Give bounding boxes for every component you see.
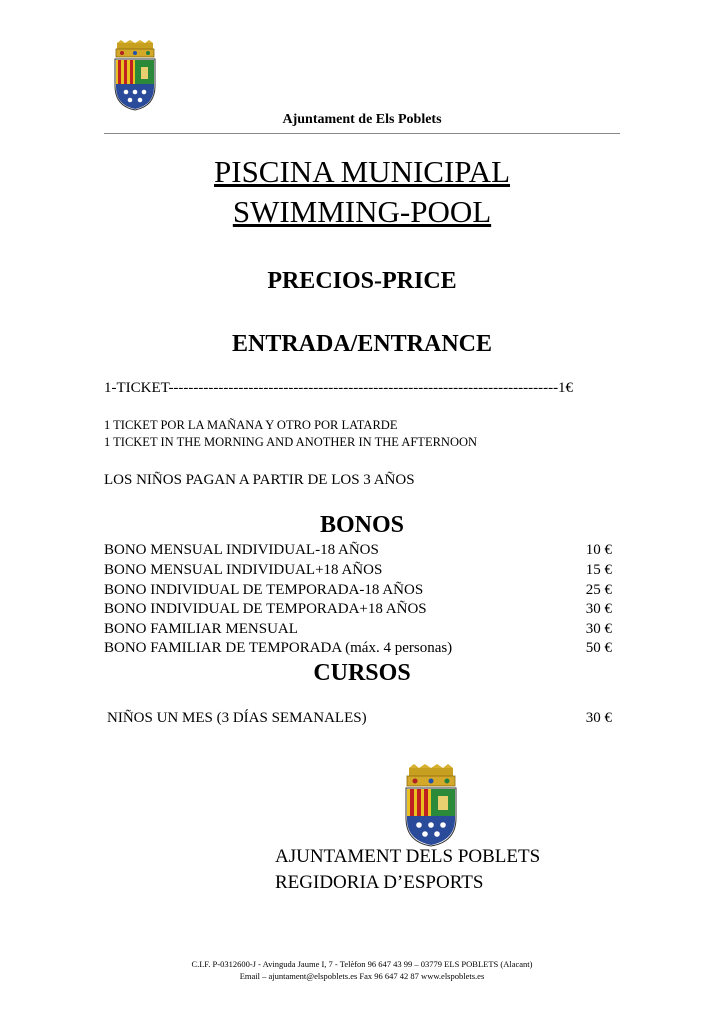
ticket-line: 1-TICKET------------------------------------------------------------------------------1€ — [104, 380, 574, 396]
signature-line1: AJUNTAMENT DELS POBLETS — [275, 846, 541, 867]
cursos-heading: CURSOS — [313, 660, 411, 686]
ticket-note-en: 1 TICKET IN THE MORNING AND ANOTHER IN THE AFTERNOON — [104, 435, 478, 449]
entrance-heading: ENTRADA/ENTRANCE — [231, 331, 493, 357]
organization-header: Ajuntament de Els Poblets — [282, 112, 442, 127]
page-title-line1: PISCINA MUNICIPAL — [214, 154, 510, 189]
price-label: BONO INDIVIDUAL DE TEMPORADA-18 AÑOS — [104, 582, 424, 598]
bonos-heading: BONOS — [319, 512, 405, 538]
price-label: BONO FAMILIAR DE TEMPORADA (máx. 4 personas) — [104, 640, 453, 656]
footer-contact: Email – ajuntament@elspoblets.es Fax 96 647 42 87 www.elspoblets.es — [239, 971, 485, 981]
coat-of-arms-icon — [399, 764, 463, 848]
signature-line2: REGIDORIA D’ESPORTS — [275, 872, 484, 893]
price-value: 30 € — [585, 621, 612, 637]
footer-address: C.I.F. P-0312600-J - Avinguda Jaume I, 7 - Telèfon 96 647 43 99 – 03779 ELS POBLETS (Alacant) — [191, 959, 533, 969]
price-label: BONO FAMILIAR MENSUAL — [104, 621, 298, 637]
prices-heading: PRECIOS-PRICE — [267, 268, 457, 294]
coat-of-arms-icon — [110, 40, 160, 112]
price-value: 50 € — [585, 640, 612, 656]
price-value: 10 € — [585, 542, 612, 558]
price-label: NIÑOS UN MES (3 DÍAS SEMANALES) — [107, 710, 367, 726]
price-label: BONO MENSUAL INDIVIDUAL-18 AÑOS — [104, 542, 379, 558]
price-label: BONO MENSUAL INDIVIDUAL+18 AÑOS — [104, 562, 383, 578]
price-value: 30 € — [585, 601, 612, 617]
page-title-line2: SWIMMING-POOL — [232, 194, 492, 229]
ticket-note-es: 1 TICKET POR LA MAÑANA Y OTRO POR LATARDE — [104, 418, 398, 432]
price-value: 30 € — [585, 710, 612, 726]
price-label: BONO INDIVIDUAL DE TEMPORADA+18 AÑOS — [104, 601, 427, 617]
price-value: 15 € — [585, 562, 612, 578]
price-value: 25 € — [585, 582, 612, 598]
children-note: LOS NIÑOS PAGAN A PARTIR DE LOS 3 AÑOS — [104, 472, 415, 488]
header-divider — [104, 133, 620, 134]
